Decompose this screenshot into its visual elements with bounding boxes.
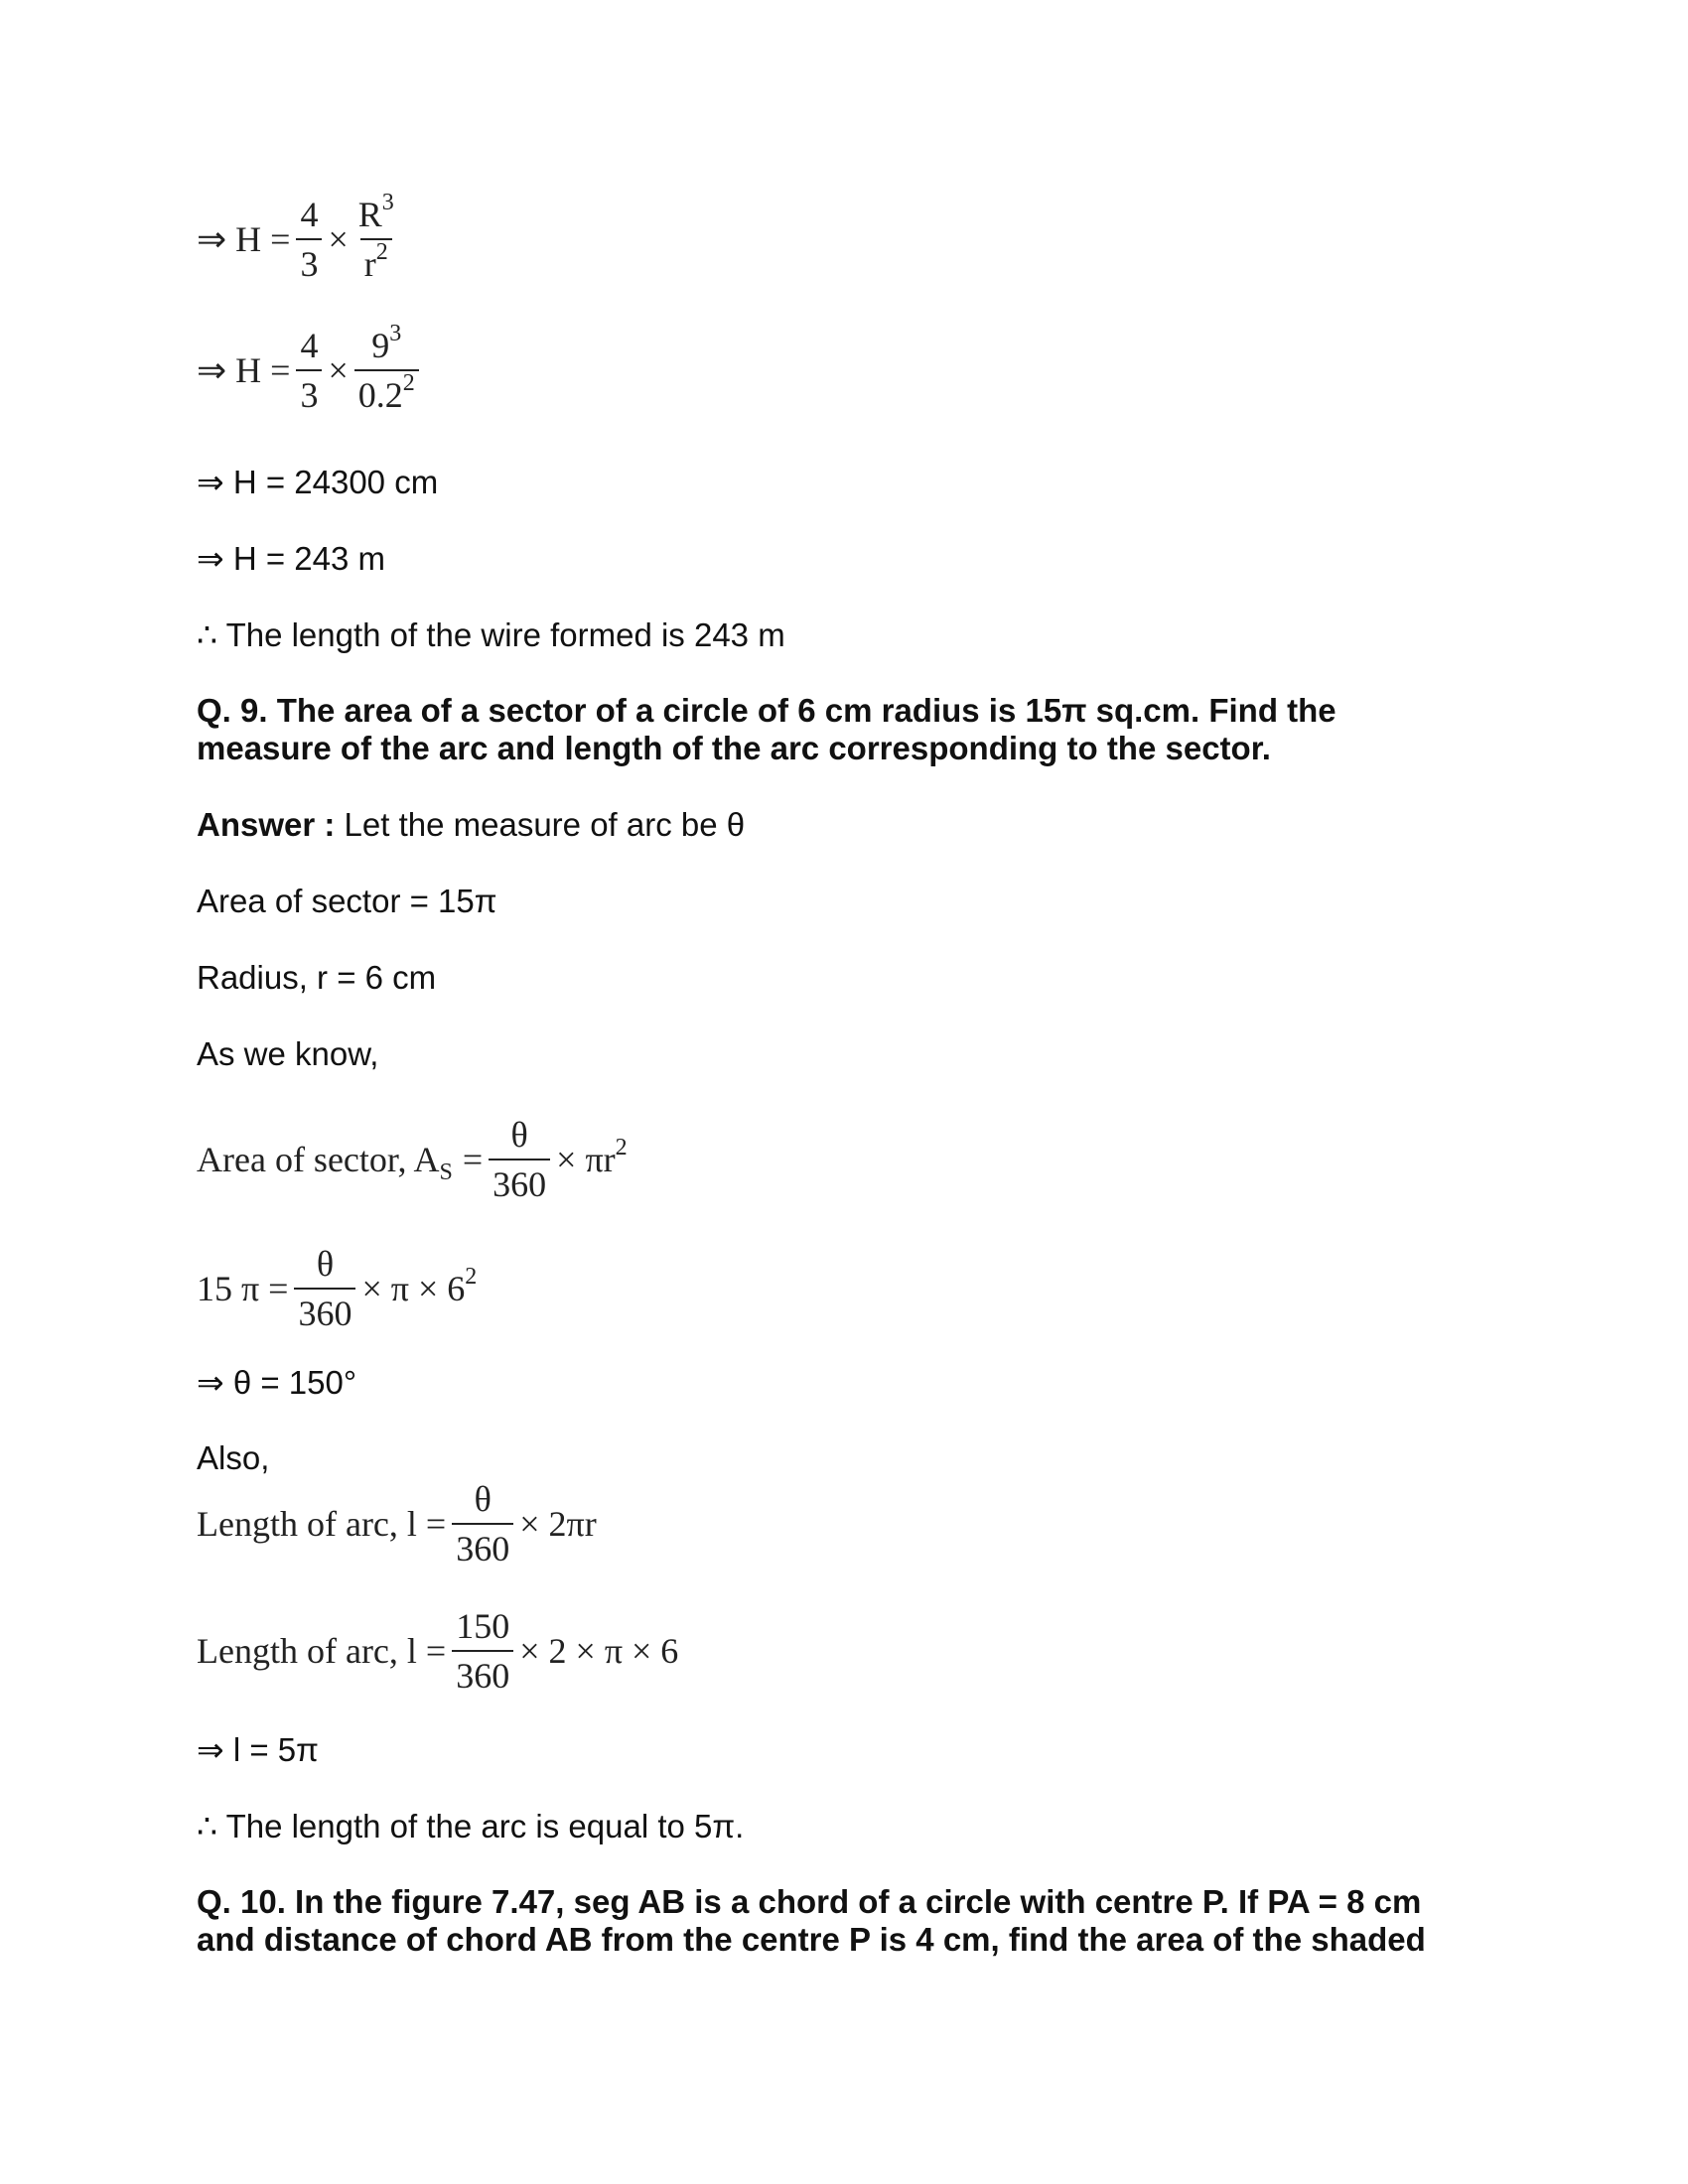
fraction [354, 190, 398, 284]
exponent: 3 [389, 321, 402, 346]
denominator: 0.2 [357, 375, 403, 415]
denominator: 360 [452, 1650, 513, 1694]
fraction [452, 1481, 513, 1567]
area-of-sector-given: Area of sector = 15π [197, 883, 497, 919]
fraction [489, 1117, 550, 1202]
question-10-line-2: and distance of chord AB from the centre P is 4 cm, find the area of the shaded [197, 1921, 1426, 1958]
exponent: 2 [402, 370, 415, 396]
question-9-line-1: Q. 9. The area of a sector of a circle of 6 cm radius is 15π sq.cm. Find the [197, 692, 1336, 729]
numerator: 9 [371, 326, 390, 365]
exponent: 2 [615, 1135, 628, 1160]
equation-area-values [197, 1246, 477, 1331]
result-l: ⇒ l = 5π [197, 1731, 319, 1768]
denominator: 360 [294, 1288, 355, 1331]
fraction [296, 197, 322, 282]
equation-arc-values [197, 1608, 678, 1694]
numerator: θ [316, 1244, 335, 1284]
equation-lhs: Area of sector, $A_S$ [197, 1140, 453, 1186]
equation-h-values [197, 321, 425, 415]
equation-lhs: ⇒ H = [197, 350, 291, 390]
result-h-cm: ⇒ H = 24300 cm [197, 464, 439, 500]
subscript: S [439, 1160, 453, 1186]
equation-rhs: × $\pi r^2$ [556, 1135, 628, 1179]
radius-given: Radius, r = 6 cm [197, 959, 437, 996]
numerator: 4 [300, 195, 319, 234]
equation-lhs: Length of arc, l = [197, 1631, 447, 1671]
answer-line [197, 806, 745, 844]
equation-area-formula [197, 1117, 628, 1202]
equation-rhs: × 2πr [519, 1504, 597, 1544]
as-we-know: As we know, [197, 1035, 379, 1072]
equation-lhs: ⇒ H = [197, 219, 291, 259]
result-theta: ⇒ θ = 150° [197, 1364, 357, 1401]
denominator: 360 [452, 1523, 513, 1567]
denominator: 3 [296, 369, 322, 413]
numerator: θ [474, 1479, 492, 1519]
equation-rhs: × $\pi \times 6^2$ [361, 1264, 478, 1308]
denominator: r [363, 244, 376, 284]
wire-conclusion: ∴ The length of the wire formed is 243 m [197, 616, 785, 653]
numerator: 4 [300, 326, 319, 365]
answer-text: Let the measure of arc be θ [335, 806, 746, 843]
result-h-m: ⇒ H = 243 m [197, 540, 385, 577]
exponent: 2 [465, 1264, 478, 1290]
exponent: 3 [381, 190, 394, 215]
denominator: 3 [296, 238, 322, 282]
equation-rhs: × 2 × π × 6 [519, 1631, 679, 1671]
arc-conclusion: ∴ The length of the arc is equal to 5π. [197, 1808, 745, 1844]
equals-sign: = [462, 1140, 484, 1179]
fraction [452, 1608, 513, 1694]
denominator: 360 [489, 1159, 550, 1202]
numerator: 150 [456, 1606, 510, 1646]
numerator: θ [510, 1115, 528, 1155]
fraction [296, 328, 322, 413]
question-10-line-1: Q. 10. In the figure 7.47, seg AB is a chord of a circle with centre P. If PA = 8 cm [197, 1883, 1422, 1920]
answer-label: Answer : [197, 806, 336, 843]
fraction [354, 321, 419, 415]
equation-lhs: 15 π = [197, 1269, 289, 1308]
equation-h-formula [197, 190, 404, 284]
equation-lhs: Length of arc, l = [197, 1504, 447, 1544]
numerator: R [357, 195, 382, 234]
fraction [294, 1246, 355, 1331]
equation-arc-formula [197, 1481, 597, 1567]
times-sign: × [328, 219, 349, 259]
exponent: 2 [375, 239, 388, 265]
question-9-line-2: measure of the arc and length of the arc corresponding to the sector. [197, 730, 1271, 766]
also-label: Also, [197, 1439, 270, 1476]
times-sign: × [328, 350, 349, 390]
